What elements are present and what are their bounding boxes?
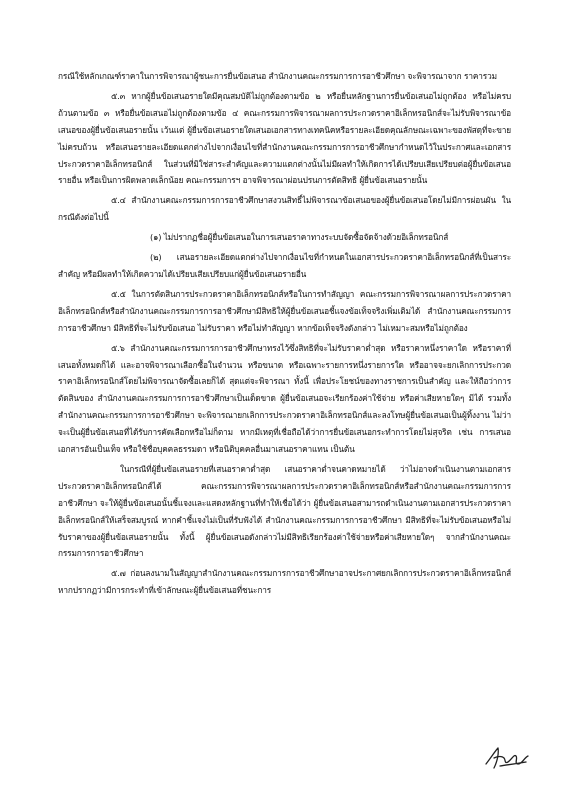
document-body <box>58 68 511 599</box>
clause-5-5: ๕.๕ ในการตัดสินการประกวดราคาอิเล็กทรอนิกส์หรือในการทำสัญญา คณะกรรมการพิจารณาผลการประกวดราคาอิเล็กทรอนิกส์หรือสำนักงานคณะกรรมการการอาชีวศึกษามีสิทธิให้ผู้ยื่นข้อเสนอชี้แจงข้อเท็จจริงเพิ่มเติมได้ สำนักงานคณะกรรมการการอาชีวศึกษา มีสิทธิที่จะไม่รับข้อเสนอ ไม่รับราคา หรือไม่ทำสัญญา หากข้อเท็จจริงดังกล่าว ไม่เหมาะสมหรือไม่ถูกต้อง <box>58 288 511 333</box>
clause-5-3: ๕.๓ หากผู้ยื่นข้อเสนอรายใดมีคุณสมบัติไม่ถูกต้องตามข้อ ๒ หรือยื่นหลักฐานการยื่นข้อเสนอไม่ถูกต้อง หรือไม่ครบถ้วนตามข้อ ๓ หรือยื่นข้อเสนอไม่ถูกต้องตามข้อ ๔ คณะกรรมการพิจารณาผลการประกวดราคาอิเล็กทรอนิกส์จะไม่รับพิจารณาข้อเสนอของผู้ยื่นข้อเสนอรายนั้น เว้นแต่ ผู้ยื่นข้อเสนอรายใดเสนอเอกสารทางเทคนิคหรือรายละเอียดคุณลักษณะเฉพาะของพัสดุที่จะขายไม่ครบถ้วน หรือเสนอรายละเอียดแตกต่างไปจากเงื่อนไขที่สำนักงานคณะกรรมการการอาชีวศึกษากำหนดไว้ในประกาศและเอกสารประกวดราคาอิเล็กทรอนิกส์ ในส่วนที่มิใช่สาระสำคัญและความแตกต่างนั้นไม่มีผลทำให้เกิดการได้เปรียบเสียเปรียบต่อผู้ยื่นข้อเสนอรายอื่น หรือเป็นการผิดพลาดเล็กน้อย คณะกรรมการฯ อาจพิจารณาผ่อนปรนการตัดสิทธิ ผู้ยื่นข้อเสนอรายนั้น <box>58 90 511 186</box>
clause-5-4-item-1: (๑) ไม่ปรากฏชื่อผู้ยื่นข้อเสนอในการเสนอราคาทางระบบจัดซื้อจัดจ้างด้วยอิเล็กทรอนิกส์ <box>150 232 449 243</box>
clause-5-4-item-2: (๒) เสนอรายละเอียดแตกต่างไปจากเงื่อนไขที่กำหนดในเอกสารประกวดราคาอิเล็กทรอนิกส์ที่เป็นสาระสำคัญ หรือมีผลทำให้เกิดความได้เปรียบเสียเปรียบแก่ผู้ยื่นข้อเสนอรายอื่น <box>58 252 511 279</box>
clause-5-7: ๕.๗ ก่อนลงนามในสัญญาสำนักงานคณะกรรมการการอาชีวศึกษาอาจประกาศยกเลิกการประกวดราคาอิเล็กทรอนิกส์ หากปรากฏว่ามีการกระทำที่เข้าลักษณะผู้ยื่นข้อเสนอที่ชนะการ <box>58 568 511 596</box>
clause-5-6: ๕.๖ สำนักงานคณะกรรมการการอาชีวศึกษาทรงไว้ซึ่งสิทธิที่จะไม่รับราคาต่ำสุด หรือราคาหนึ่งราคาใด หรือราคาที่เสนอทั้งหมดก็ได้ และอาจพิจารณาเลือกซื้อในจำนวน หรือขนาด หรือเฉพาะรายการหนึ่งรายการใด หรืออาจจะยกเลิกการประกวดราคาอิเล็กทรอนิกส์โดยไม่พิจารณาจัดซื้อเลยก็ได้ สุดแต่จะพิจารณา ทั้งนี้ เพื่อประโยชน์ของทางราชการเป็นสำคัญ และให้ถือว่าการตัดสินของ สำนักงานคณะกรรมการการอาชีวศึกษาเป็นเด็ดขาด ผู้ยื่นข้อเสนอจะเรียกร้องค่าใช้จ่าย หรือค่าเสียหายใดๆ มิได้ รวมทั้งสำนักงานคณะกรรมการการอาชีวศึกษา จะพิจารณายกเลิกการประกวดราคาอิเล็กทรอนิกส์และลงโทษผู้ยื่นข้อเสนอเป็นผู้ทิ้งงาน ไม่ว่าจะเป็นผู้ยื่นข้อเสนอที่ได้รับการคัดเลือกหรือไม่ก็ตาม หากมีเหตุที่เชื่อถือได้ว่าการยื่นข้อเสนอกระทำการโดยไม่สุจริต เช่น การเสนอเอกสารอันเป็นเท็จ หรือใช้ชื่อบุคคลธรรมดา หรือนิติบุคคลอื่นมาเสนอราคาแทน เป็นต้น <box>58 342 511 455</box>
signature-icon <box>484 742 530 772</box>
clause-5-4: ๕.๔ สำนักงานคณะกรรมการการอาชีวศึกษาสงวนสิทธิ์ไม่พิจารณาข้อเสนอของผู้ยื่นข้อเสนอโดยไม่มีการผ่อนผัน ในกรณีดังต่อไปนี้ <box>58 195 511 223</box>
paragraph-price-criteria: กรณีใช้หลักเกณฑ์ราคาในการพิจารณาผู้ชนะการยื่นข้อเสนอ สำนักงานคณะกรรมการการอาชีวศึกษา จะพิจารณาจาก ราคารวม <box>58 71 497 81</box>
clause-5-6-low-price: ในกรณีที่ผู้ยื่นข้อเสนอรายที่เสนอราคาต่ำสุด เสนอราคาต่ำจนคาดหมายได้ ว่าไม่อาจดำเนินงานตามเอกสารประกวดราคาอิเล็กทรอนิกส์ได้ คณะกรรมการพิจารณาผลการประกวดราคาอิเล็กทรอนิกส์หรือสำนักงานคณะกรรมการการอาชีวศึกษา จะให้ผู้ยื่นข้อเสนอนั้นชี้แจงและแสดงหลักฐานที่ทำให้เชื่อได้ว่า ผู้ยื่นข้อเสนอสามารถดำเนินงานตามเอกสารประกวดราคาอิเล็กทรอนิกส์ให้เสร็จสมบูรณ์ หากคำชี้แจงไม่เป็นที่รับฟังได้ สำนักงานคณะกรรมการการอาชีวศึกษา มีสิทธิที่จะไม่รับข้อเสนอหรือไม่รับราคาของผู้ยื่นข้อเสนอรายนั้น ทั้งนี้ ผู้ยื่นข้อเสนอดังกล่าวไม่มีสิทธิเรียกร้องค่าใช้จ่ายหรือค่าเสียหายใดๆ จากสำนักงานคณะกรรมการการอาชีวศึกษา <box>58 463 511 559</box>
